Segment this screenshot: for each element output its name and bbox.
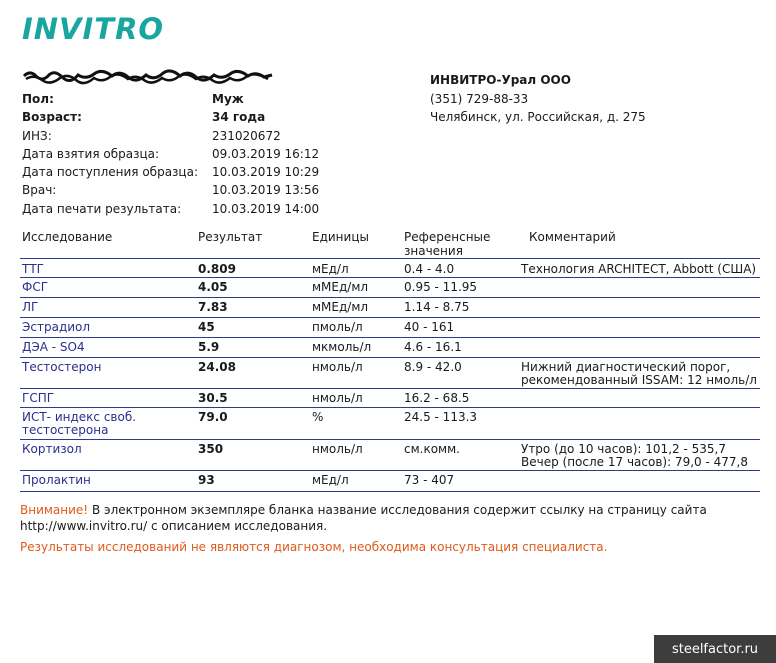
row-divider xyxy=(20,297,760,298)
test-comment-line2: Вечер (после 17 часов): 79,0 - 477,8 xyxy=(521,455,748,469)
warning-tail: с описанием исследования. xyxy=(147,519,328,533)
sex-value: Муж xyxy=(212,92,244,106)
test-result: 45 xyxy=(198,320,215,334)
lab-name: ИНВИТРО-Урал ООО xyxy=(430,73,571,87)
test-reference: 0.95 - 11.95 xyxy=(404,280,478,294)
test-reference: 16.2 - 68.5 xyxy=(404,391,470,405)
test-name-link[interactable]: ТТГ xyxy=(22,262,44,276)
age-value: 34 года xyxy=(212,110,266,124)
print-date-label: Дата печати результата: xyxy=(22,202,182,216)
test-name-link[interactable]: Кортизол xyxy=(22,442,82,456)
warning-note xyxy=(20,502,720,534)
header-comment: Комментарий xyxy=(529,230,616,244)
warning-label: Внимание! xyxy=(20,503,89,517)
test-units: нмоль/л xyxy=(312,391,363,405)
test-units: мМЕд/мл xyxy=(312,280,369,294)
test-reference: 73 - 407 xyxy=(404,473,455,487)
test-name-link-line2[interactable]: тестостерона xyxy=(22,423,109,437)
row-divider xyxy=(20,470,760,471)
header-units: Единицы xyxy=(312,230,369,244)
test-comment: Нижний диагностический порог, xyxy=(521,360,731,374)
test-result: 5.9 xyxy=(198,340,220,354)
watermark: steelfactor.ru xyxy=(654,635,776,663)
test-name-link[interactable]: Эстрадиол xyxy=(22,320,91,334)
row-divider xyxy=(20,317,760,318)
test-units: мЕд/л xyxy=(312,262,349,276)
row-divider xyxy=(20,439,760,440)
test-comment: Утро (до 10 часов): 101,2 - 535,7 xyxy=(521,442,726,456)
row-divider xyxy=(20,407,760,408)
test-units: пмоль/л xyxy=(312,320,363,334)
lab-address: Челябинск, ул. Российская, д. 275 xyxy=(430,110,646,124)
test-result: 7.83 xyxy=(198,300,228,314)
test-result: 350 xyxy=(198,442,224,456)
sample-taken-value: 09.03.2019 16:12 xyxy=(212,147,320,161)
test-reference: 24.5 - 113.3 xyxy=(404,410,478,424)
row-divider xyxy=(20,258,760,259)
invitro-logo: INVITRO xyxy=(22,12,165,46)
header-reference xyxy=(404,230,490,258)
test-name-link[interactable]: ДЭА - SO4 xyxy=(22,340,85,354)
print-date-value: 10.03.2019 14:00 xyxy=(212,202,320,216)
test-reference: 0.4 - 4.0 xyxy=(404,262,455,276)
test-units: мкмоль/л xyxy=(312,340,372,354)
test-name-link[interactable]: ФСГ xyxy=(22,280,49,294)
test-reference: 40 - 161 xyxy=(404,320,455,334)
test-name-link[interactable]: Тестостерон xyxy=(22,360,102,374)
sample-taken-label: Дата взятия образца: xyxy=(22,147,160,161)
row-divider xyxy=(20,491,760,492)
warning-text: В электронном экземпляре бланка название исследования содержит ссылку на страницу сайта xyxy=(88,503,707,517)
test-units: % xyxy=(312,410,324,424)
test-reference: см.комм. xyxy=(404,442,460,456)
row-divider xyxy=(20,357,760,358)
header-test: Исследование xyxy=(22,230,113,244)
header-result: Результат xyxy=(198,230,263,244)
test-reference: 4.6 - 16.1 xyxy=(404,340,462,354)
test-name-link[interactable]: ГСПГ xyxy=(22,391,55,405)
test-result: 4.05 xyxy=(198,280,228,294)
redacted-patient-name xyxy=(22,67,274,87)
doctor-value: 10.03.2019 13:56 xyxy=(212,183,320,197)
disclaimer-note: Результаты исследований не являются диагнозом, необходима консультация специалиста. xyxy=(20,540,608,554)
test-comment-line2: рекомендованный ISSAM: 12 нмоль/л xyxy=(521,373,757,387)
sex-label: Пол: xyxy=(22,92,54,106)
test-result: 30.5 xyxy=(198,391,228,405)
header-reference-line2: значения xyxy=(404,244,463,258)
test-result: 0.809 xyxy=(198,262,236,276)
row-divider xyxy=(20,388,760,389)
test-units: нмоль/л xyxy=(312,442,363,456)
test-reference: 8.9 - 42.0 xyxy=(404,360,462,374)
sample-received-value: 10.03.2019 10:29 xyxy=(212,165,320,179)
test-name-link[interactable]: ИСТ- индекс своб. xyxy=(22,410,137,424)
sample-received-label: Дата поступления образца: xyxy=(22,165,198,179)
invitro-url-link[interactable]: http://www.invitro.ru/ xyxy=(20,519,148,533)
test-result: 79.0 xyxy=(198,410,228,424)
header-reference-line1: Референсные xyxy=(404,230,491,244)
test-units: нмоль/л xyxy=(312,360,363,374)
age-label: Возраст: xyxy=(22,110,82,124)
test-comment: Технология ARCHITECT, Abbott (США) xyxy=(521,262,757,276)
test-units: мЕд/л xyxy=(312,473,349,487)
doctor-label: Врач: xyxy=(22,183,57,197)
lab-phone: (351) 729-88-33 xyxy=(430,92,529,106)
row-divider xyxy=(20,337,760,338)
inz-value: 231020672 xyxy=(212,129,281,143)
inz-label: ИНЗ: xyxy=(22,129,52,143)
test-name-link[interactable]: Пролактин xyxy=(22,473,91,487)
test-result: 93 xyxy=(198,473,215,487)
test-result: 24.08 xyxy=(198,360,236,374)
test-reference: 1.14 - 8.75 xyxy=(404,300,470,314)
test-units: мМЕд/мл xyxy=(312,300,369,314)
row-divider xyxy=(20,277,760,278)
test-name-link[interactable]: ЛГ xyxy=(22,300,39,314)
